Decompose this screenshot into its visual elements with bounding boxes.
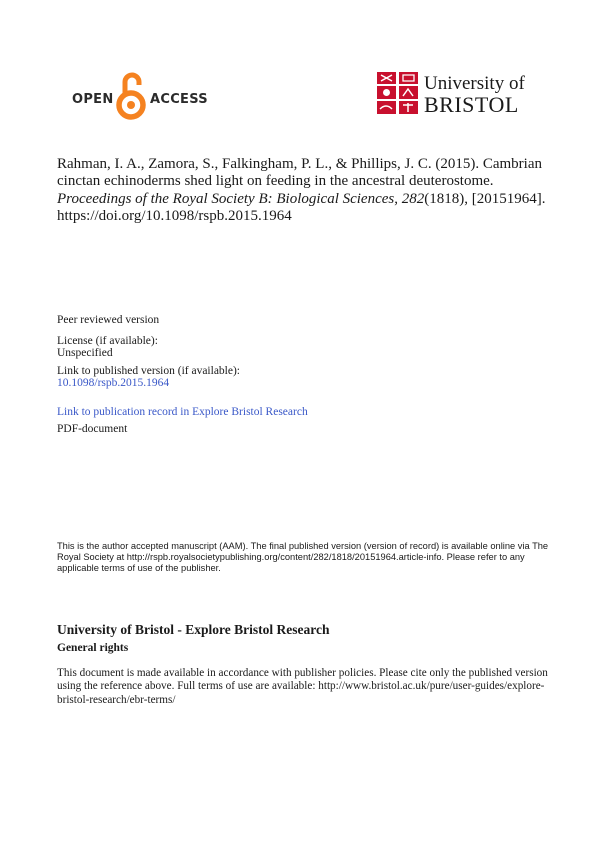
license-label: License (if available): [57,335,158,347]
open-access-word-open: OPEN [72,92,114,107]
open-lock-icon [116,71,146,121]
open-access-word-access: ACCESS [150,92,208,107]
university-of-bristol-logo [377,72,527,117]
format-label: PDF-document [57,423,128,435]
open-access-logo [72,71,208,121]
ebr-general-rights: General rights [57,642,129,654]
publication-record-link[interactable]: Link to publication record in Explore Bristol Research [57,406,308,418]
ebr-title: University of Bristol - Explore Bristol Research [57,622,330,637]
bristol-crest-icon [377,72,419,114]
citation-authors-title: Rahman, I. A., Zamora, S., Falkingham, P. L., & Phillips, J. C. (2015). Cambrian cinctan echinoderms shed light on feeding in the ancestral deuterostome. [57,156,542,190]
published-link-label: Link to published version (if available): [57,365,240,377]
bristol-text: BRISTOL [424,92,519,117]
published-version-link[interactable]: 10.1098/rspb.2015.1964 [57,377,170,389]
citation-volume: 282 [401,190,425,207]
university-of-text: University of [424,73,525,94]
citation-issue-doi: (1818), [20151964]. https://doi.org/10.1098/rspb.2015.1964 [57,190,546,224]
ebr-body: This document is made available in accordance with publisher policies. Please cite only the published version using the reference above. Full terms of use are available: http://www.bristol.ac.uk/pure/user-guides/explore-bristol-research/ebr-terms/ [57,667,548,706]
version-label: Peer reviewed version [57,314,160,326]
citation-journal: Proceedings of the Royal Society B: Biological Sciences [57,190,395,207]
license-value: Unspecified [57,347,113,359]
citation-comma: , [394,190,402,207]
aam-notice: This is the author accepted manuscript (AAM). The final published version (version of record) is available online via The Royal Society at http://rspb.royalsocietypublishing.org/content/282/1818/20151964.article-info. Please refer to any applicable terms of use of the publisher. [57,541,549,574]
citation [57,156,547,225]
